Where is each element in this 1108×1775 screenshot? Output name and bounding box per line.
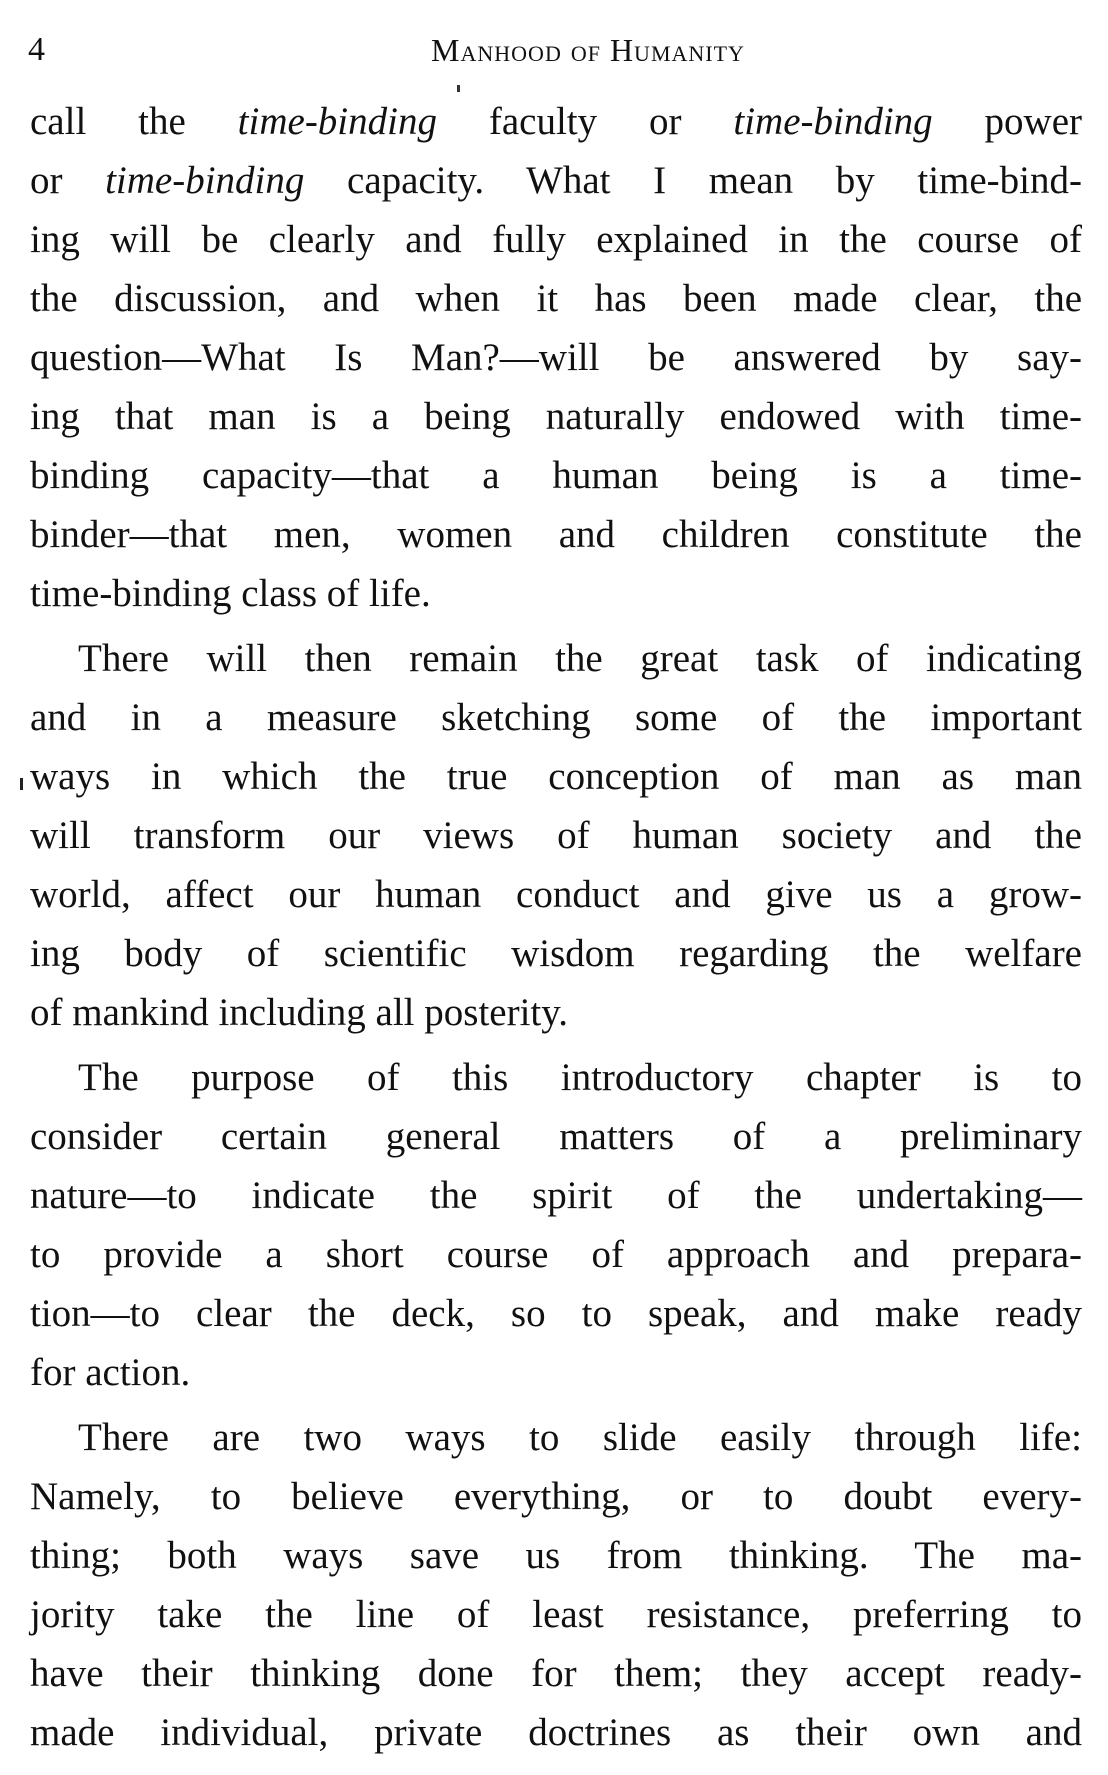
- text-segment: consider certain general matters of a preliminary: [30, 1115, 1082, 1158]
- text-segment: capacity. What I mean by time-bind-: [304, 159, 1082, 202]
- text-line: [30, 151, 1082, 210]
- book-title: Manhood of Humanity: [431, 32, 745, 68]
- text-line: [30, 564, 1082, 623]
- text-line: [30, 328, 1082, 387]
- text-segment: ing will be clearly and fully explained in the course of: [30, 218, 1082, 261]
- text-segment: and in a measure sketching some of the important: [30, 696, 1082, 739]
- text-line: [30, 865, 1082, 924]
- text-segment: binder—that men, women and children constitute the: [30, 513, 1082, 556]
- text-segment: thing; both ways save us from thinking. The ma-: [30, 1534, 1082, 1577]
- text-segment: or: [30, 159, 106, 202]
- text-segment: There will then remain the great task of indicating: [78, 637, 1082, 680]
- text-segment: jority take the line of least resistance, preferring to: [30, 1593, 1082, 1636]
- text-segment: ing that man is a being naturally endowed with time-: [30, 395, 1082, 438]
- margin-mark: [20, 778, 23, 790]
- text-segment: to provide a short course of approach and prepara-: [30, 1233, 1082, 1276]
- text-line: [30, 629, 1082, 688]
- text-segment: power: [932, 100, 1083, 143]
- text-segment: faculty or: [436, 100, 734, 143]
- text-line: [30, 1284, 1082, 1343]
- text-segment: ing body of scientific wisdom regarding the welfare: [30, 932, 1082, 975]
- text-line: [30, 92, 1082, 151]
- text-line: [30, 1107, 1082, 1166]
- italic-term: time-binding: [105, 159, 305, 202]
- text-line: [30, 446, 1082, 505]
- running-head: [28, 22, 1088, 78]
- text-segment: world, affect our human conduct and give us a grow-: [30, 873, 1082, 916]
- page-number: 4: [28, 31, 45, 68]
- text-line: [30, 1467, 1082, 1526]
- text-segment: tion—to clear the deck, so to speak, and make ready: [30, 1292, 1082, 1335]
- print-mark: [457, 85, 460, 92]
- text-segment: have their thinking done for them; they accept ready-: [30, 1652, 1082, 1695]
- text-line: [30, 1585, 1082, 1644]
- text-segment: time-binding class of life.: [30, 572, 431, 615]
- text-segment: nature—to indicate the spirit of the undertaking—: [30, 1174, 1082, 1217]
- text-segment: will transform our views of human society and the: [30, 814, 1082, 857]
- text-segment: The purpose of this introductory chapter is to: [78, 1056, 1082, 1099]
- text-line: [30, 1703, 1082, 1762]
- text-segment: made individual, private doctrines as their own and: [30, 1711, 1082, 1754]
- text-line: [30, 505, 1082, 564]
- text-line: [30, 1408, 1082, 1467]
- text-line: [30, 983, 1082, 1042]
- paragraph: [30, 92, 1082, 623]
- text-segment: call the: [30, 100, 238, 143]
- paragraph: [30, 1408, 1082, 1762]
- text-segment: Namely, to believe everything, or to doubt every-: [30, 1475, 1082, 1518]
- text-segment: question—What Is Man?—will be answered by say-: [30, 336, 1082, 379]
- text-segment: There are two ways to slide easily through life:: [78, 1416, 1082, 1459]
- text-line: [30, 806, 1082, 865]
- text-line: [30, 269, 1082, 328]
- text-segment: binding capacity—that a human being is a time-: [30, 454, 1082, 497]
- text-line: [30, 1343, 1082, 1402]
- text-body: [30, 92, 1082, 1762]
- text-segment: ways in which the true conception of man as man: [30, 755, 1082, 798]
- text-line: [30, 1225, 1082, 1284]
- text-line: [30, 1166, 1082, 1225]
- text-line: [30, 1644, 1082, 1703]
- text-line: [30, 1048, 1082, 1107]
- paragraph: [30, 629, 1082, 1042]
- italic-term: time-binding: [237, 100, 437, 143]
- text-segment: the discussion, and when it has been made clear, the: [30, 277, 1082, 320]
- text-line: [30, 747, 1082, 806]
- text-line: [30, 924, 1082, 983]
- italic-term: time-binding: [733, 100, 933, 143]
- text-line: [30, 210, 1082, 269]
- text-line: [30, 1526, 1082, 1585]
- text-segment: for action.: [30, 1351, 191, 1394]
- text-line: [30, 688, 1082, 747]
- paragraph: [30, 1048, 1082, 1402]
- text-line: [30, 387, 1082, 446]
- text-segment: of mankind including all posterity.: [30, 991, 568, 1034]
